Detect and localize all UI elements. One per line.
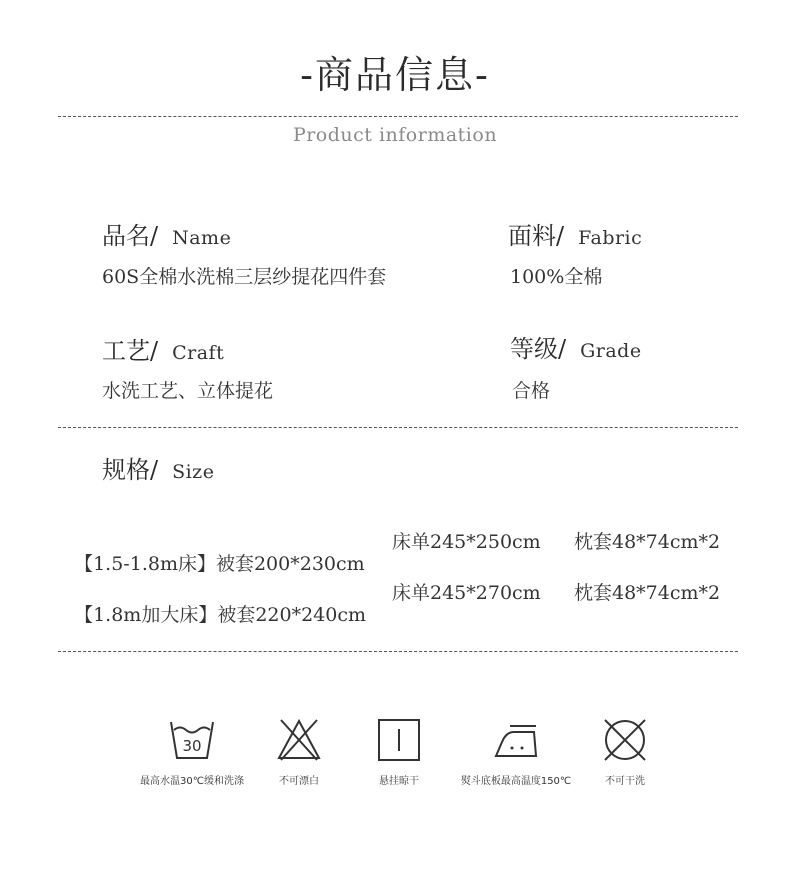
- care-label: 熨斗底板最高温度150℃: [460, 776, 572, 787]
- care-label: 最高水温30℃缓和洗涤: [140, 776, 244, 787]
- care-label: 不可干洗: [605, 776, 645, 787]
- care-item-bleach: [254, 716, 344, 787]
- care-item-iron: [452, 716, 580, 787]
- size-sheet: 床单245*250cm: [392, 531, 541, 553]
- grade-value: 合格: [512, 380, 551, 402]
- care-label: 悬挂晾干: [379, 776, 419, 787]
- size-bed: 【1.5-1.8m床】: [74, 553, 216, 575]
- size-duvet: 被套220*240cm: [217, 604, 367, 626]
- no-bleach-icon: [275, 716, 323, 762]
- fabric-label-cn: 面料/: [508, 222, 565, 250]
- craft-value: 水洗工艺、立体提花: [102, 380, 274, 402]
- divider: [58, 651, 738, 652]
- wash-30-icon: [168, 716, 216, 762]
- craft-label-en: Craft: [172, 342, 225, 364]
- care-item-wash: [130, 716, 254, 787]
- name-label-cn: 品名/: [102, 222, 159, 250]
- care-item-dry: [354, 716, 444, 787]
- no-dry-clean-icon: [601, 716, 649, 762]
- size-duvet: 被套200*230cm: [215, 553, 365, 575]
- grade-label-en: Grade: [580, 340, 642, 362]
- craft-label-cn: 工艺/: [102, 337, 159, 365]
- grade-label: [510, 329, 642, 364]
- care-label: 不可漂白: [279, 776, 319, 787]
- name-value: 60S全棉水洗棉三层纱提花四件套: [102, 266, 387, 288]
- fabric-label-en: Fabric: [578, 227, 643, 249]
- size-label-cn: 规格/: [102, 456, 159, 484]
- page-subtitle: Product information: [292, 124, 498, 146]
- page-title: -商品信息-: [300, 53, 490, 97]
- grade-label-cn: 等级/: [510, 335, 567, 363]
- size-pillow: 枕套48*74cm*2: [574, 582, 721, 604]
- size-label: [102, 450, 214, 485]
- fabric-label: [508, 216, 642, 251]
- divider: [58, 116, 738, 117]
- size-bed: 【1.8m加大床】: [74, 604, 218, 626]
- size-pillow: 枕套48*74cm*2: [574, 531, 721, 553]
- size-label-en: Size: [172, 461, 215, 483]
- name-label-en: Name: [172, 227, 232, 249]
- care-item-dryclean: [580, 716, 670, 787]
- size-sheet: 床单245*270cm: [392, 582, 541, 604]
- wash-temp-text: 30: [182, 737, 202, 755]
- craft-label: [102, 331, 224, 366]
- size-row: [62, 527, 365, 576]
- fabric-value: 100%全棉: [510, 266, 603, 288]
- size-row: [62, 578, 366, 627]
- iron-icon: [490, 716, 542, 762]
- divider: [58, 427, 738, 428]
- name-label: [102, 216, 231, 251]
- hang-dry-icon: [375, 716, 423, 762]
